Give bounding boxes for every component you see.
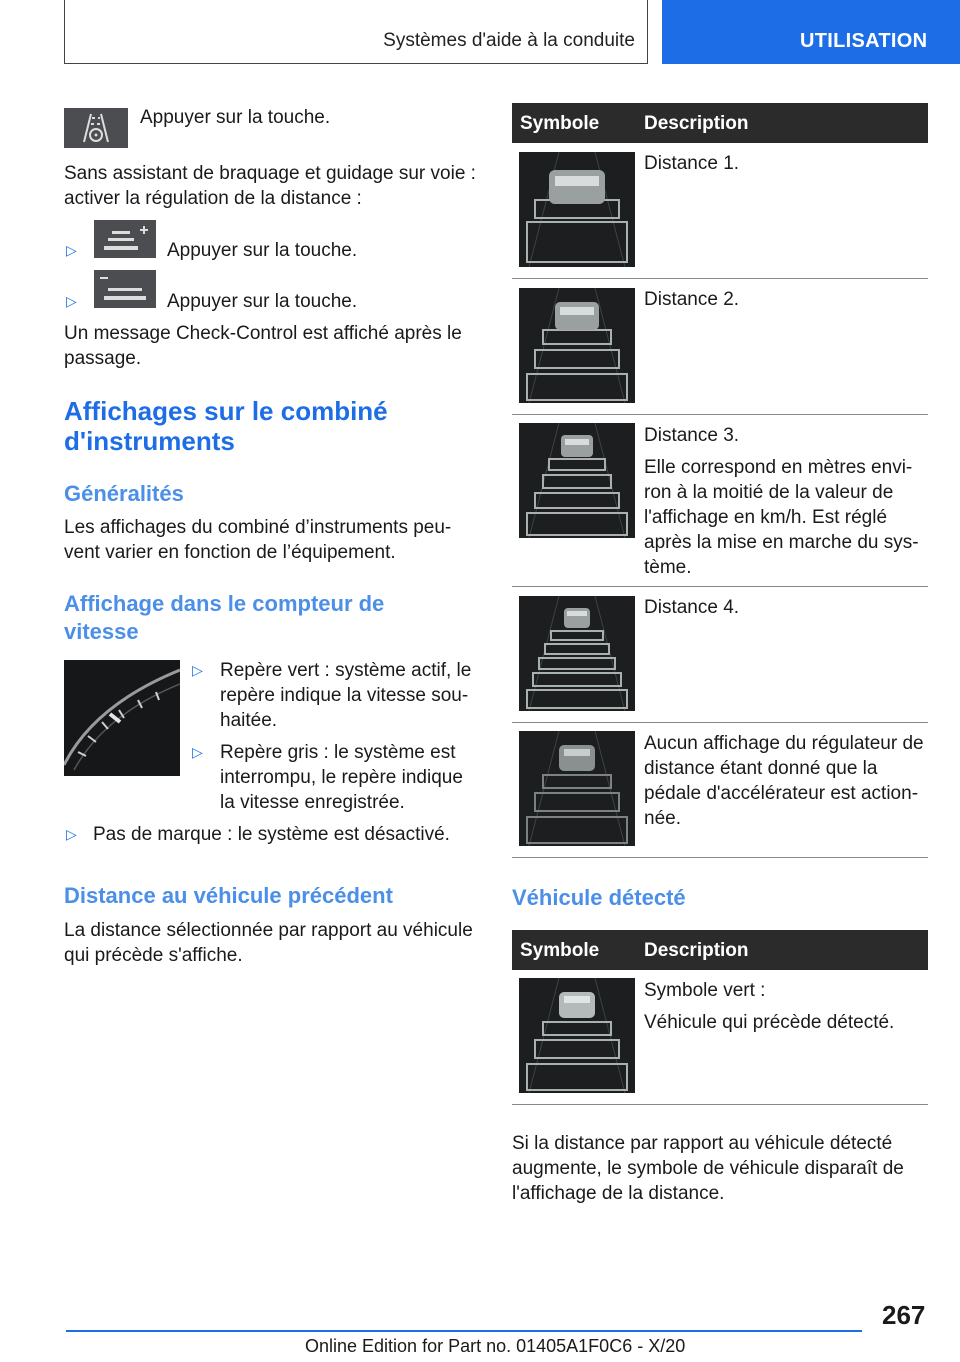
heading-distance: Distance au véhicule précédent — [64, 883, 393, 908]
bullet-triangle-icon: ▷ — [66, 826, 77, 842]
table1-row1-desc: Distance 1. — [644, 153, 740, 174]
distance-1-symbol — [519, 152, 635, 267]
vehicle-detected-text: Si la distance par rapport au véhicule détecté augmente, le symbole de véhicule disparaît de l'affichage de la distance. — [512, 1133, 904, 1204]
speedometer-image — [64, 660, 180, 776]
table1-row3-extra: Elle correspond en mètres envi-ron à la moitié de la valeur de l'affichage en km/h. Est réglé après la mise en marche du sys-tème. — [644, 457, 919, 578]
general-text: Les affichages du combiné d’instruments peu-vent varier en fonction de l’équipement. — [64, 517, 452, 563]
table1-row-divider — [512, 278, 928, 279]
table1-row2-desc: Distance 2. — [644, 289, 740, 310]
vehicle-detected-symbol — [519, 978, 635, 1093]
table1-row-divider — [512, 722, 928, 723]
table1-row4-desc: Distance 4. — [644, 597, 740, 618]
heading-speedometer: Affichage dans le compteur de vitesse — [64, 591, 385, 644]
driver-assist-key-icon — [64, 108, 128, 148]
heading-general: Généralités — [64, 481, 184, 506]
distance-decrease-key-icon — [94, 270, 156, 308]
bullet-triangle-icon: ▷ — [192, 662, 203, 678]
distance-3-symbol — [519, 423, 635, 538]
table2-col-description: Description — [644, 940, 749, 961]
no-mark-text: Pas de marque : le système est désactivé. — [93, 824, 450, 845]
table1-row3-desc: Distance 3. — [644, 425, 740, 446]
bullet-triangle-icon: ▷ — [66, 242, 77, 258]
table1-row-divider — [512, 857, 928, 858]
distance-text: La distance sélectionnée par rapport au véhicule qui précède s'affiche. — [64, 920, 473, 966]
intro-text: Sans assistant de braquage et guidage sur voie : activer la régulation de la distance : — [64, 163, 476, 209]
no-display-symbol — [519, 731, 635, 846]
distance-increase-key-icon — [94, 220, 156, 258]
table2-row1-desc: Symbole vert : — [644, 980, 766, 1001]
distance-4-symbol — [519, 596, 635, 711]
header-tab-label: UTILISATION — [800, 30, 928, 52]
header-section-box — [64, 0, 648, 64]
page-number: 267 — [882, 1300, 926, 1330]
heading-instrument-displays: Affichages sur le combiné d'instruments — [64, 396, 388, 456]
bullet-triangle-icon: ▷ — [66, 293, 77, 309]
table1-col-description: Description — [644, 113, 749, 134]
table1-col-symbol: Symbole — [520, 113, 600, 134]
table1-row-divider — [512, 586, 928, 587]
bullet-text-1: Appuyer sur la touche. — [167, 240, 358, 261]
bullet-text-2: Appuyer sur la touche. — [167, 291, 358, 312]
bullet-triangle-icon: ▷ — [192, 744, 203, 760]
check-control-text: Un message Check-Control est affiché après le passage. — [64, 323, 462, 369]
header-section-title: Systèmes d'aide à la conduite — [383, 30, 635, 51]
speedo-bullet-1: Repère vert : système actif, le repère indique la vitesse sou-haitée. — [220, 660, 472, 731]
table2-row1-extra: Véhicule qui précède détecté. — [644, 1012, 895, 1033]
table1-row5-desc: Aucun affichage du régulateur de distance étant donné que la pédale d'accélérateur est action-née. — [644, 733, 924, 829]
table2-header — [512, 930, 928, 970]
table1-row-divider — [512, 414, 928, 415]
footer-rule — [66, 1330, 862, 1332]
heading-vehicle-detected: Véhicule détecté — [512, 885, 686, 910]
distance-2-symbol — [519, 288, 635, 403]
footer-edition: Online Edition for Part no. 01405A1F0C6 - X/20 — [305, 1336, 686, 1356]
header-tab[interactable] — [662, 0, 960, 64]
table2-row-divider — [512, 1104, 928, 1105]
table2-col-symbol: Symbole — [520, 940, 600, 961]
speedo-bullet-2: Repère gris : le système est interrompu, le repère indique la vitesse enregistrée. — [220, 742, 463, 813]
table1-header — [512, 103, 928, 143]
press-key-text-1: Appuyer sur la touche. — [140, 107, 331, 128]
